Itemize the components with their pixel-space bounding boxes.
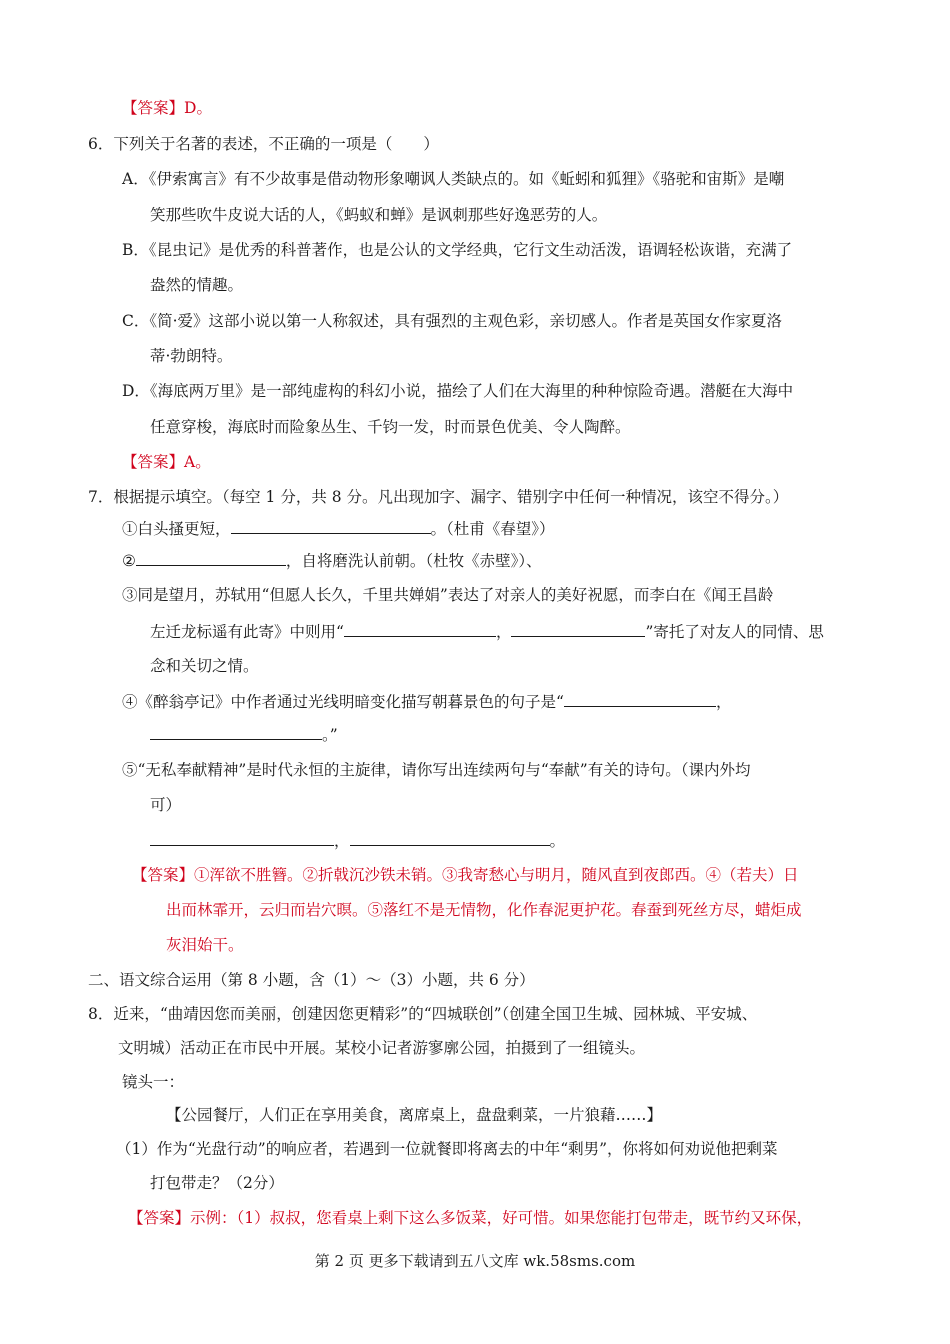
q7-item-3-line2 — [150, 620, 824, 643]
q7-item-5-line1: ⑤“无私奉献精神”是时代永恒的主旋律，请你写出连续两句与“奉献”有关的诗句。（课内外均 — [122, 761, 751, 779]
shot-description: 【公园餐厅，人们正在享用美食，离席桌上，盘盘剩菜，一片狼藉……】 — [166, 1106, 663, 1124]
q7-item-4-end: 。” — [322, 726, 338, 744]
q7-item-2-text: ，自将磨洗认前朝。（杜牧《赤壁》）、 — [285, 552, 542, 570]
q7-item-3-text-end: ”寄托了对友人的同情、思 — [645, 623, 824, 641]
answer-label: 【答案】 — [122, 453, 185, 471]
q6-option-d-line1: D．《海底两万里》是一部纯虚构的科幻小说，描绘了人们在大海里的种种惊险奇遇。潜艇在大海中 — [122, 382, 794, 400]
answer-text: A。 — [184, 453, 211, 471]
answer-label: 【答案】 — [132, 866, 195, 884]
answer-text: D。 — [184, 99, 212, 117]
q6-option-c-line2: 蒂·勃朗特。 — [150, 347, 233, 365]
q7-item-2 — [122, 549, 542, 572]
answer-text: 示例：（1）叔叔，您看桌上剩下这么多饭菜，好可惜。如果您能打包带走，既节约又环保， — [190, 1209, 813, 1227]
fill-blank — [136, 549, 286, 566]
answer-label: 【答案】 — [122, 99, 185, 117]
q7-item-1-text: ①白头搔更短， — [122, 520, 231, 538]
answer-q8-line1 — [128, 1207, 812, 1229]
fill-blank — [511, 620, 645, 637]
separator: ， — [495, 623, 512, 641]
q7-item-1 — [122, 517, 555, 540]
q7-item-3-text: 左迁龙标遥有此寄》中则用“ — [150, 623, 344, 641]
q8-sub1-line2: 打包带走？（2分） — [150, 1174, 284, 1192]
answer-q7-line1 — [132, 864, 799, 886]
answer-text: ①浑欲不胜簪。②折戟沉沙铁未销。③我寄愁心与明月，随风直到夜郎西。④（若夫）日 — [194, 866, 799, 884]
shot-label: 镜头一： — [122, 1073, 185, 1091]
answer-q5 — [122, 97, 212, 119]
question-7-stem: 7．根据提示填空。（每空 1 分，共 8 分。凡出现加字、漏字、错别字中任何一种情况，该空不得分。） — [88, 488, 789, 506]
page-footer: 第 2 页 更多下载请到五八文库 wk.58sms.com — [314, 1252, 636, 1270]
answer-label: 【答案】 — [128, 1209, 191, 1227]
question-6-stem: 6．下列关于名著的表述，不正确的一项是（ ） — [88, 135, 439, 153]
q6-option-a-line2: 笑那些吹牛皮说大话的人，《蚂蚁和蝉》是讽刺那些好逸恶劳的人。 — [150, 206, 608, 224]
answer-q7-line3: 灰泪始干。 — [166, 936, 244, 954]
q7-item-4-line1 — [122, 690, 731, 713]
q7-item-1-source: 。（杜甫《春望》） — [430, 520, 555, 538]
q6-option-b-line2: 盎然的情趣。 — [150, 276, 244, 294]
question-8-stem-line1: 8．近来，“曲靖因您而美丽，创建因您更精彩”的“四城联创”（创建全国卫生城、园林城、平安城、 — [88, 1005, 758, 1023]
q7-item-5-line2: 可） — [150, 796, 182, 814]
question-8-stem-line2: 文明城）活动正在市民中开展。某校小记者游寥廓公园，拍摄到了一组镜头。 — [118, 1039, 646, 1057]
fill-blank — [564, 690, 716, 707]
separator: ， — [715, 693, 732, 711]
answer-q6 — [122, 451, 211, 473]
q6-option-d-line2: 任意穿梭，海底时而险象丛生、千钧一发，时而景色优美、令人陶醉。 — [150, 418, 631, 436]
q7-item-2-marker: ② — [122, 552, 136, 570]
section-heading: 二、语文综合运用（第 8 小题，含（1）～（3）小题，共 6 分） — [88, 971, 535, 989]
fill-blank — [350, 829, 550, 846]
q6-option-a-line1: A．《伊索寓言》有不少故事是借动物形象嘲讽人类缺点的。如《蚯蚓和狐狸》《骆驼和宙斯》是嘲 — [122, 170, 785, 188]
q7-item-5-end: 。 — [549, 832, 566, 850]
q7-item-4-line2 — [150, 723, 338, 746]
answer-q7-line2: 出而林霏开，云归而岩穴暝。⑤落红不是无情物，化作春泥更护花。春蚕到死丝方尽，蜡炬成 — [166, 901, 802, 919]
q6-option-b-line1: B．《昆虫记》是优秀的科普著作，也是公认的文学经典，它行文生动活泼，语调轻松诙谐，充满了 — [122, 241, 793, 259]
q6-option-c-line1: C．《简·爱》这部小说以第一人称叙述，具有强烈的主观色彩，亲切感人。作者是英国女作家夏洛 — [122, 312, 783, 330]
fill-blank — [231, 517, 431, 534]
fill-blank — [344, 620, 496, 637]
q7-item-3-line1: ③同是望月，苏轼用“但愿人长久，千里共婵娟”表达了对亲人的美好祝愿，而李白在《闻王昌龄 — [122, 586, 774, 604]
separator: ， — [334, 832, 350, 850]
q7-item-4-text: ④《醉翁亭记》中作者通过光线明暗变化描写朝暮景色的句子是“ — [122, 693, 564, 711]
q7-item-5-line3 — [150, 829, 565, 852]
q8-sub1-line1: （1）作为“光盘行动”的响应者，若遇到一位就餐即将离去的中年“剩男”，你将如何劝说他把剩菜 — [116, 1140, 778, 1158]
fill-blank — [150, 829, 334, 846]
fill-blank — [150, 723, 322, 740]
q7-item-3-line3: 念和关切之情。 — [150, 657, 259, 675]
